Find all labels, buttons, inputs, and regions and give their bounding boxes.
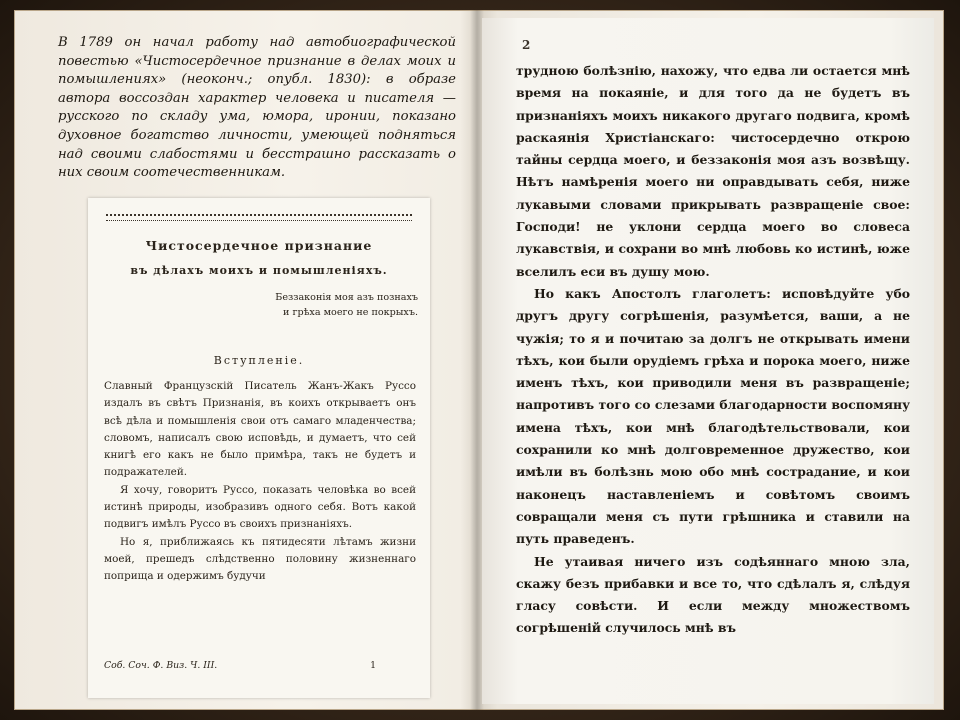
paragraph: Но я, приближаясь къ пятидесяти лѣтамъ жизни моей, прешедъ слѣдственно половину жизненнаго поприща и одержимъ будучи xyxy=(104,535,416,583)
scan-title: Чистосердечное признание xyxy=(145,238,373,253)
paragraph: Не утаивая ничего изъ содѣяннаго мною зла, скажу безъ прибавки и все то, что сдѣлалъ я, слѣдуя гласу совѣсти. И если между множествомъ согрѣшеній случилось мнѣ въ xyxy=(516,553,910,636)
right-page-scan xyxy=(482,18,934,704)
right-page-text xyxy=(516,60,910,640)
slide-caption: В 1789 он начал работу над автобиографической повестью «Чистосердечное признание в делах моих и помышлениях» (неоконч.; опубл. 1830): в образе автора воссоздан характер человека и писателя — русского по складу ума, юмора, иронии, показано духовное богатство личности, умеющей подняться над своими слабостями и бесстрашно рассказать о них своим соотечественникам. xyxy=(58,35,456,181)
paragraph: Славный Французскій Писатель Жанъ-Жакъ Руссо издалъ въ свѣтъ Признанія, въ коихъ открываетъ онъ всѣ дѣла и помышленія свои отъ самаго младенчества; словомъ, написалъ свою исповѣдь, и думаетъ, что сей книгѣ его какъ не было примѣра, такъ не будетъ и подражателей. xyxy=(104,380,416,479)
left-page-scan xyxy=(88,198,430,698)
epigraph-line: Беззаконія моя азъ познахъ xyxy=(275,292,418,303)
page-number: 2 xyxy=(522,38,531,52)
ornamental-rule xyxy=(106,214,412,221)
page-footer xyxy=(104,660,416,671)
epigraph xyxy=(238,290,418,320)
footer-page-number: 1 xyxy=(370,660,376,671)
footer-signature: Соб. Соч. Ф. Виз. Ч. III. xyxy=(104,660,218,671)
intro-heading: Вступленіе. xyxy=(213,354,305,367)
paragraph: Я хочу, говоритъ Руссо, показать человѣка во всей истинѣ природы, изобразивъ одного себя. Вотъ какой подвигъ имѣлъ Руссо въ своихъ признаніяхъ. xyxy=(104,483,416,531)
epigraph-line: и грѣха моего не покрыхъ. xyxy=(283,307,418,318)
left-page-text xyxy=(104,378,416,586)
paragraph: Но какъ Апостолъ глаголетъ: исповѣдуйте убо другъ другу согрѣшенія, разумѣется, ваши, а не чужія; то я и почитаю за долгъ не открывать имени тѣхъ, кои были орудіемъ грѣха и порока моего, ниже именъ тѣхъ, кои приводили меня въ развращеніе; напротивъ того со слезами благодарности воспомяну имена тѣхъ, кои мнѣ благодѣтельствовали, кои сохранили ко мнѣ долговременное дружество, кои имѣли въ болѣзнь мою обо мнѣ сострадание, и кои наконецъ наставленіемъ и совѣтомъ своимъ совращали меня съ пути грѣшника и ставили на путь праведенъ. xyxy=(516,285,910,547)
paragraph: трудною болѣзнію, нахожу, что едва ли остается мнѣ время на покаяніе, и для того да не будетъ въ признаніяхъ моихъ никакого другаго подвига, кромѣ раскаянія Христіанскаго: чистосердечно открою тайны сердца моего, и беззаконія моя азъ возвѣщу. Нѣтъ намѣренія моего ни оправдывать себя, ниже лукавыми словами прикрывать развращеніе свое: Господи! не уклони сердца моего во словеса лукавствія, и сохрани во мнѣ любовь ко истинѣ, юже вселилъ еси въ душу мою. xyxy=(516,63,910,279)
scan-subtitle: въ дѣлахъ моихъ и помышленіяхъ. xyxy=(130,264,388,277)
